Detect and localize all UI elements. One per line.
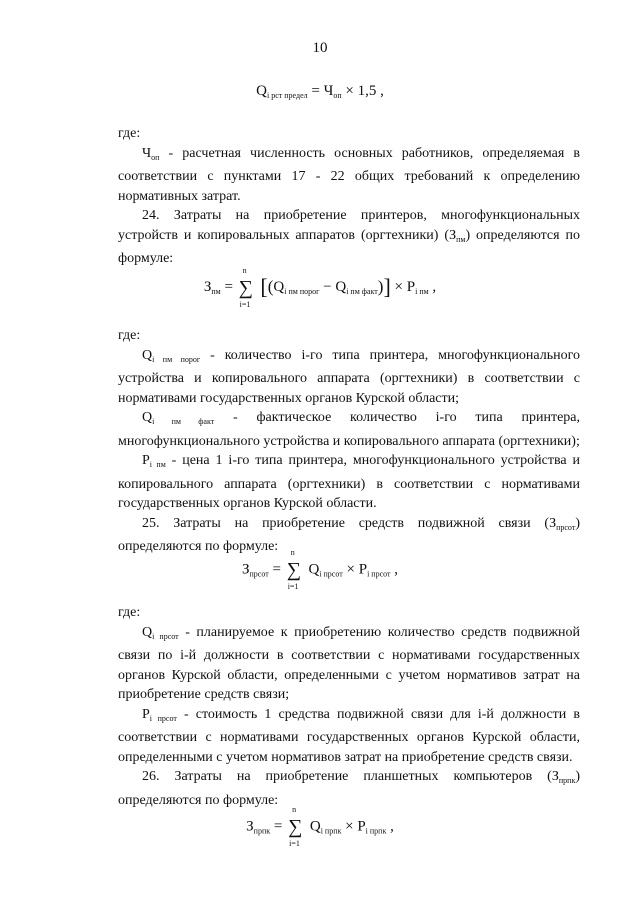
text-block-1 [118, 124, 580, 269]
definition-item [118, 408, 580, 451]
sum-upper-limit: n [290, 548, 295, 557]
where-label: где: [118, 328, 141, 343]
formula-tail: , [432, 279, 437, 295]
inline-symbol: З [449, 227, 457, 243]
def-text: - стоимость 1 средства подвижной связи для i-й должности в соответствии с нормативами государственных органов Курской области, определенными с учетом нормативов затрат на приобретение средств связи. [118, 706, 580, 765]
formula-subscript: i прпк [365, 826, 387, 836]
sum-sign [238, 265, 256, 309]
formula-subscript: i пм порог [284, 287, 320, 296]
formula-symbol: P [357, 818, 366, 835]
where-label: где: [118, 126, 141, 141]
formula-symbol: Q [309, 818, 321, 835]
sigma-symbol: ∑ [238, 276, 253, 299]
page-number: 10 [312, 40, 328, 56]
formula-symbol: З [241, 561, 250, 578]
sum-sign [286, 548, 304, 591]
formula-symbol: З [203, 279, 212, 295]
paragraph-24 [118, 206, 580, 269]
def-text: - фактическое количество i-го типа принтера, многофункционального устройства и копировального аппарата (оргтехники); [118, 410, 581, 449]
formula-symbol: Ч [323, 83, 334, 99]
sum-upper-limit: n [242, 265, 247, 275]
definition-item [118, 451, 580, 514]
sum-sign [287, 805, 305, 848]
inline-symbol: З [551, 769, 559, 784]
formula-tail: , [390, 818, 394, 835]
inline-subscript: прсот [556, 522, 576, 532]
formula-symbol: Q [273, 279, 285, 295]
def-symbol: Ч [142, 145, 152, 161]
formula-symbol: P [358, 561, 368, 578]
formula-symbol: P [406, 279, 416, 295]
definition-item [118, 346, 580, 409]
formula-subscript: i рст предел [267, 91, 308, 100]
def-subscript: i пм факт [152, 417, 215, 426]
sigma-symbol: ∑ [288, 816, 303, 838]
paragraph-text: 26. Затраты на приобретение планшетных компьютеров ( [142, 769, 552, 784]
def-symbol: Q [142, 410, 153, 425]
def-text: - расчетная численность основных работников, определяемая в соответствии с пунктами 17 - 22 общих требований к определению нормативных затрат. [118, 145, 580, 204]
formula-z-prpk [0, 805, 640, 848]
def-subscript: i прсот [152, 631, 179, 641]
inline-subscript: прпк [558, 776, 576, 785]
def-text: - планируемое к приобретению количество средств подвижной связи по i-й должности в соответствии с нормативами государственных органов Курской области, определенными с учетом нормативов затрат на приобретение средств связи; [118, 624, 580, 702]
def-text: - цена 1 i-го типа принтера, многофункционального устройства и копировального аппарата (оргтехники) в соответствии с нормативами государственных органов Курской области. [118, 453, 580, 511]
paragraph-25 [118, 514, 580, 557]
formula-subscript: i прпк [320, 826, 342, 836]
formula-operator: − [323, 279, 332, 295]
formula-tail: × 1,5 , [345, 83, 384, 99]
formula-symbol: З [246, 818, 254, 835]
formula-operator: × [345, 818, 354, 835]
formula-subscript: i пм [415, 287, 429, 296]
formula-tail: , [394, 561, 399, 578]
paragraph-text: 25. Затраты на приобретение средств подвижной связи ( [142, 515, 550, 531]
formula-operator: × [394, 279, 403, 295]
formula-z-pm: $З_{пм}$ = n ∑ i=1 $[(Q_{i пм порог} - Q_{i пм факт})] \times P_{i пм}$ , [203, 265, 437, 309]
def-symbol: Q [142, 347, 153, 363]
inline-subscript: пм [456, 234, 466, 244]
def-subscript: i пм порог [152, 354, 201, 364]
formula-subscript: прсот [249, 569, 269, 579]
paragraph-26 [118, 767, 580, 810]
def-subscript: i прсот [149, 713, 177, 723]
paragraph-text-after: ) определяются по формуле: [118, 227, 580, 266]
sum-upper-limit: n [292, 805, 297, 814]
formula-q-rst-predel [0, 83, 640, 100]
sigma-symbol: ∑ [286, 559, 301, 581]
paragraph-text-after: ) определяются по формуле: [118, 515, 580, 554]
formula-symbol: Q [256, 83, 267, 99]
definition-ch-op [118, 144, 580, 207]
formula-operator: = [224, 279, 233, 295]
def-subscript: i пм [149, 460, 166, 469]
def-symbol: P [142, 453, 150, 468]
formula-subscript: i прсот [319, 569, 343, 579]
sum-lower-limit: i=1 [289, 839, 300, 848]
formula-subscript: i прсот [367, 569, 391, 579]
paragraph-text: 24. Затраты на приобретение принтеров, многофункциональных устройств и копировальных аппаратов (оргтехники) ( [118, 208, 580, 243]
def-subscript: оп [151, 152, 160, 162]
where-label: где: [118, 605, 141, 620]
formula-subscript: пм [211, 287, 221, 296]
formula-z-prsot [0, 548, 640, 591]
formula-subscript: i пм факт [346, 287, 378, 296]
def-text: - количество i-го типа принтера, многофункционального устройства и копировального аппарата (оргтехники) в соответствии с нормативами государственных органов Курской области; [118, 347, 580, 406]
sum-lower-limit: i=1 [287, 582, 299, 591]
formula-operator: = [273, 818, 283, 835]
formula-symbol: Q [308, 561, 320, 578]
text-block-2 [118, 326, 580, 557]
formula-operator: = [311, 83, 320, 99]
definition-item [118, 705, 580, 768]
text-block-3 [118, 603, 580, 810]
formula-subscript: оп [333, 91, 342, 100]
def-symbol: Q [142, 624, 153, 640]
formula-symbol: Q [335, 279, 347, 295]
formula-operator: = [272, 561, 281, 578]
paragraph-text-after: ) определяются по формуле: [118, 769, 580, 808]
formula-subscript: прпк [253, 826, 271, 836]
sum-lower-limit: i=1 [239, 299, 251, 309]
formula-operator: × [346, 561, 355, 578]
def-symbol: P [142, 706, 150, 722]
inline-symbol: З [549, 515, 557, 531]
definition-item [118, 623, 580, 705]
